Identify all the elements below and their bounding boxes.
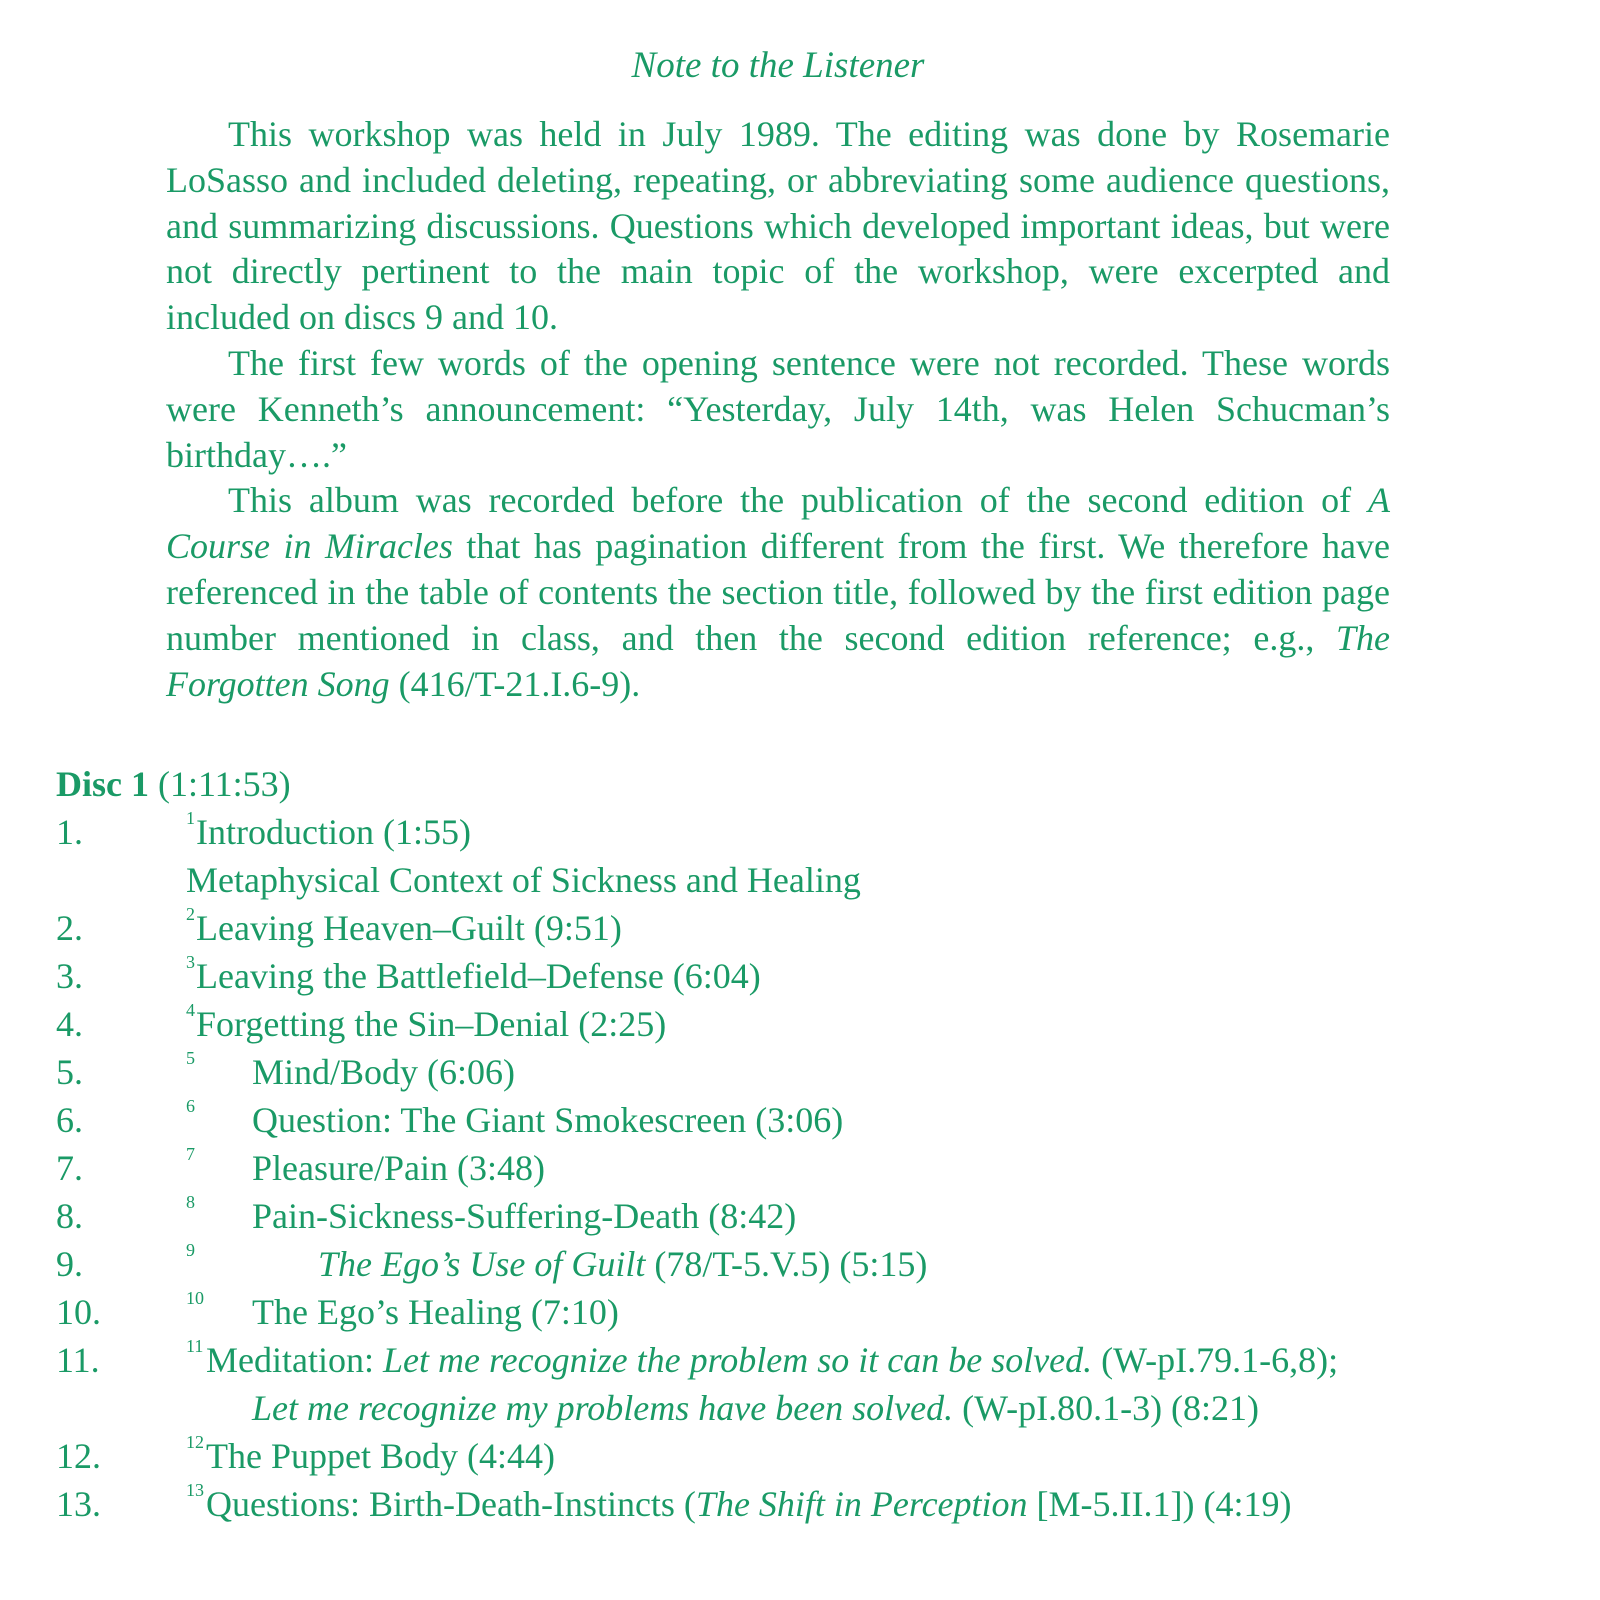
section-heading: Metaphysical Context of Sickness and Healing: [186, 860, 861, 900]
track-title: [318, 1240, 927, 1288]
note-body: [166, 112, 1390, 707]
lesson-title: Let me recognize the problem so it can be solved.: [382, 1340, 1093, 1380]
paragraph-2: The first few words of the opening sentence were not recorded. These words were Kenneth’s announcement: “Yesterday, July 14th, was Helen Schucman’s birthday….”: [166, 342, 1390, 475]
track-number: 5.: [56, 1052, 83, 1092]
track-title: Pleasure/Pain (3:48): [252, 1148, 545, 1188]
footnote-marker: 7: [186, 1144, 195, 1164]
track-title: [206, 1480, 1291, 1528]
track-title: Question: The Giant Smokescreen (3:06): [252, 1100, 844, 1140]
section-heading-row: [56, 856, 1596, 904]
track-row: [56, 1000, 1596, 1048]
track-reference: (W-pI.80.1-3) (8:21): [953, 1388, 1260, 1428]
track-title: [206, 1336, 1338, 1384]
footnote-marker: 13: [186, 1480, 204, 1500]
track-row: [56, 1144, 1596, 1192]
p3-text: (416/T-21.I.6-9).: [389, 663, 641, 704]
track-title: Leaving Heaven–Guilt (9:51): [196, 908, 622, 948]
section-title: The Forgotten Song: [166, 617, 1390, 704]
track-row: [56, 1288, 1596, 1336]
track-number: 9.: [56, 1244, 83, 1284]
track-row: [56, 1240, 1596, 1288]
track-row: [56, 1048, 1596, 1096]
track-row: [56, 808, 1596, 856]
disc-duration: (1:11:53): [149, 764, 291, 804]
track-reference: [M-5.II.1]) (4:19): [1027, 1484, 1292, 1524]
track-title: Forgetting the Sin–Denial (2:25): [196, 1004, 667, 1044]
footnote-marker: 9: [186, 1240, 195, 1260]
track-number: 10.: [56, 1292, 101, 1332]
footnote-marker: 8: [186, 1192, 195, 1212]
track-number: 3.: [56, 956, 83, 996]
track-prefix: Meditation:: [206, 1340, 383, 1380]
track-title: [252, 1384, 1259, 1432]
track-number: 1.: [56, 812, 83, 852]
track-number: 11.: [56, 1340, 100, 1380]
track-reference: (W-pI.79.1-6,8);: [1092, 1340, 1339, 1380]
track-title: Leaving the Battlefield–Defense (6:04): [196, 956, 761, 996]
track-row: [56, 1336, 1596, 1384]
footnote-marker: 2: [186, 904, 195, 924]
track-prefix: Questions: Birth-Death-Instincts (: [206, 1484, 696, 1524]
footnote-marker: 1: [186, 808, 195, 828]
track-title: Introduction (1:55): [196, 812, 471, 852]
footnote-marker: 6: [186, 1096, 195, 1116]
disc-header: [56, 760, 1596, 808]
footnote-marker: 10: [186, 1288, 204, 1308]
disc-label: Disc 1: [56, 764, 149, 804]
track-row: [56, 1096, 1596, 1144]
track-title: Mind/Body (6:06): [252, 1052, 516, 1092]
p3-text: This album was recorded before the publication of the second edition of: [228, 480, 1368, 521]
track-title: The Ego’s Healing (7:10): [252, 1292, 619, 1332]
footnote-marker: 12: [186, 1432, 204, 1452]
track-title: Pain-Sickness-Suffering-Death (8:42): [252, 1196, 797, 1236]
track-row: [56, 952, 1596, 1000]
track-continuation: [56, 1384, 1596, 1432]
track-row: [56, 1480, 1596, 1528]
paragraph-1: This workshop was held in July 1989. The editing was done by Rosemarie LoSasso and included deleting, repeating, or abbreviating some audience questions, and summarizing discussions. Questions which developed important ideas, but were not directly pertinent to the main topic of the workshop, were excerpted and included on discs 9 and 10.: [166, 114, 1390, 338]
track-title: The Puppet Body (4:44): [206, 1436, 555, 1476]
track-list: [56, 760, 1596, 1528]
section-title: The Shift in Perception: [695, 1484, 1028, 1524]
track-number: 8.: [56, 1196, 83, 1236]
track-number: 4.: [56, 1004, 83, 1044]
footnote-marker: 3: [186, 952, 195, 972]
section-title: The Ego’s Use of Guilt: [318, 1244, 646, 1284]
footnote-marker: 11: [186, 1336, 204, 1356]
track-reference: (78/T-5.V.5) (5:15): [645, 1244, 928, 1284]
track-number: 12.: [56, 1436, 101, 1476]
track-number: 6.: [56, 1100, 83, 1140]
page-title: Note to the Listener: [631, 45, 925, 86]
track-row: [56, 904, 1596, 952]
footnote-marker: 5: [186, 1048, 195, 1068]
track-number: 7.: [56, 1148, 83, 1188]
track-row: [56, 1432, 1596, 1480]
track-row: [56, 1192, 1596, 1240]
paragraph-3: [166, 478, 1390, 707]
p3-text: that has pagination different from the first. We therefore have referenced in the table of contents the section title, followed by the first edition page number mentioned in class, and then the second edition reference; e.g.,: [166, 526, 1390, 658]
track-number: 13.: [56, 1484, 101, 1524]
track-number: 2.: [56, 908, 83, 948]
lesson-title: Let me recognize my problems have been solved.: [252, 1388, 954, 1428]
book-title: A Course in Miracles: [166, 480, 1390, 567]
footnote-marker: 4: [186, 1000, 195, 1020]
